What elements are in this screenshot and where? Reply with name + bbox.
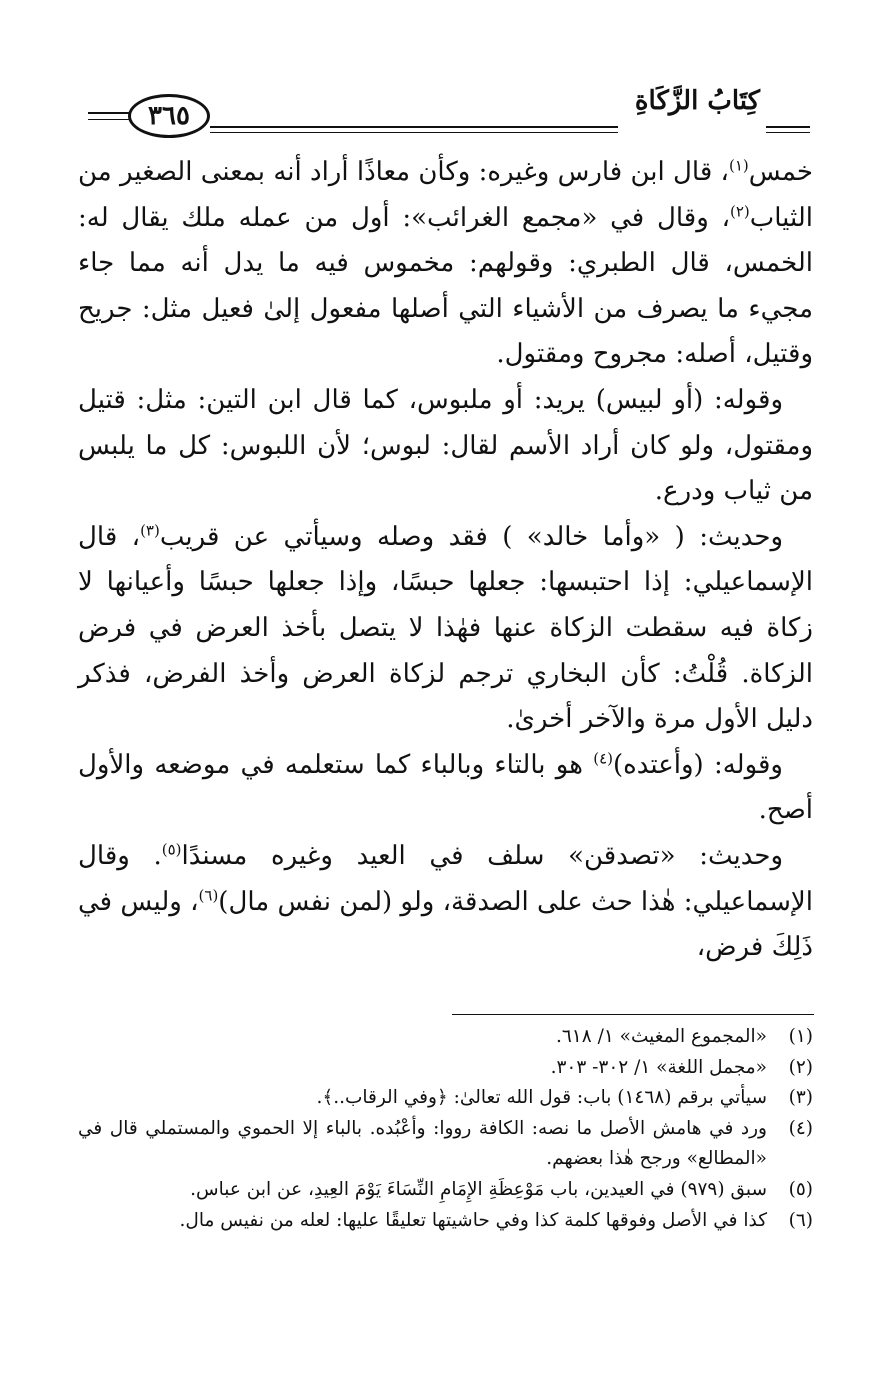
paragraph-3	[78, 515, 813, 743]
main-text	[78, 150, 813, 971]
text-run: هو بالتاء وبالباء كما ستعلمه في موضعه والأول أصح.	[78, 749, 813, 826]
page-number-oval	[128, 94, 210, 138]
header-rule-left-thin	[88, 119, 132, 120]
header-rule-middle	[210, 126, 618, 128]
footnote-4	[78, 1114, 813, 1175]
footnote-ref: (١)	[728, 156, 749, 175]
footnote-number: (٢)	[788, 1056, 813, 1078]
footnote-text: سبق (٩٧٩) في العيدين، باب مَوْعِظَةِ الإِمَامِ النِّسَاءَ يَوْمَ العِيدِ، عن ابن عباس.	[190, 1178, 767, 1200]
footnote-ref: (٦)	[198, 885, 219, 904]
page-header	[88, 86, 810, 152]
footnote-number: (٣)	[788, 1087, 813, 1109]
chapter-title: كِتَابُ الزَّكَاةِ	[634, 86, 760, 116]
footnote-ref: (٤)	[593, 749, 613, 768]
text-run: ، وقال في «مجمع الغرائب»: أول من عمله ملك يقال له: الخمس، قال الطبري: وقولهم: مخموس فيه ما يدل أنه مما جاء مجيء ما يصرف من الأشياء التي أصلها مفعول إلىٰ فعيل مثل: جريح وقتيل، أصله: مجروح ومقتول.	[78, 202, 813, 370]
header-rule-right	[766, 126, 810, 128]
text-run: ، قال ابن فارس وغيره: وكأن معاذًا أراد أنه بمعنى الصغير من الثياب	[78, 157, 813, 233]
footnote-text: «المجموع المغيث» ١/ ٦١٨.	[555, 1026, 767, 1047]
footnote-ref: (٣)	[140, 521, 160, 540]
footnote-2	[78, 1053, 813, 1084]
footnote-text: «مجمل اللغة» ١/ ٣٠٢- ٣٠٣.	[550, 1056, 767, 1078]
footnote-6	[78, 1206, 813, 1237]
footnote-number: (٦)	[788, 1209, 813, 1231]
footnote-3	[78, 1083, 813, 1114]
paragraph-1	[78, 150, 813, 378]
footnote-ref: (٥)	[161, 840, 182, 859]
footnote-number: (٥)	[788, 1178, 813, 1200]
footnote-text: ورد في هامش الأصل ما نصه: الكافة رووا: وأعْبُده. بالباء إلا الحموي والمستملي قال في «المطالع» ورجح هٰذا بعضهم.	[78, 1117, 767, 1170]
text-run: وحديث: ( «وأما خالد» ) فقد وصله وسيأتي عن قريب	[159, 521, 783, 552]
text-run: ، قال الإسماعيلي: إذا احتبسها: جعلها حبسًا، وإذا جعلها حبسًا وأعيانها لا زكاة فيه سقطت الزكاة عنها فهٰذا لا يتصل بأخذ العرض في فرض الزكاة. قُلْتُ: كأن البخاري ترجم لزكاة العرض وأخذ الفرض، فذكر دليل الأول مرة والآخر أخرىٰ.	[78, 521, 813, 735]
paragraph-4	[78, 743, 813, 834]
paragraph-5	[78, 834, 813, 971]
footnote-text: كذا في الأصل وفوقها كلمة كذا وفي حاشيتها تعليقًا عليها: لعله من نفيس مال.	[179, 1209, 767, 1231]
text-run: وحديث: «تصدقن» سلف في العيد وغيره مسندًا	[181, 840, 784, 871]
footnote-number: (١)	[788, 1026, 813, 1047]
text-run: ، وليس في ذَلِكَ فرض،	[78, 886, 813, 963]
footnote-1	[78, 1022, 813, 1053]
footnote-text: سيأتي برقم (١٤٦٨) باب: قول الله تعالىٰ: ﴿وفي الرقاب..﴾.	[316, 1087, 767, 1109]
footnote-5	[78, 1175, 813, 1206]
header-rule-left	[88, 112, 132, 114]
footnote-ref: (٢)	[729, 201, 750, 220]
text-run: وقوله: (وأعتده)	[612, 749, 783, 780]
header-rule-right-thin	[766, 132, 810, 133]
footnote-number: (٤)	[788, 1117, 813, 1139]
footnotes	[78, 1022, 813, 1236]
text-run: . وقال الإسماعيلي: هٰذا حث على الصدقة، ولو (لمن نفس مال)	[78, 840, 813, 917]
footnote-separator	[452, 1014, 814, 1015]
paragraph-2: وقوله: (أو لبيس) يريد: أو ملبوس، كما قال ابن التين: مثل: قتيل ومقتول، ولو كان أراد الأسم لقال: لبوس؛ لأن اللبوس: كل ما يلبس من ثياب ودرع.	[78, 384, 813, 507]
header-rule-middle-thin	[210, 132, 618, 133]
page-number: ٣٦٥	[148, 101, 190, 131]
text-run: خمس	[748, 157, 813, 187]
